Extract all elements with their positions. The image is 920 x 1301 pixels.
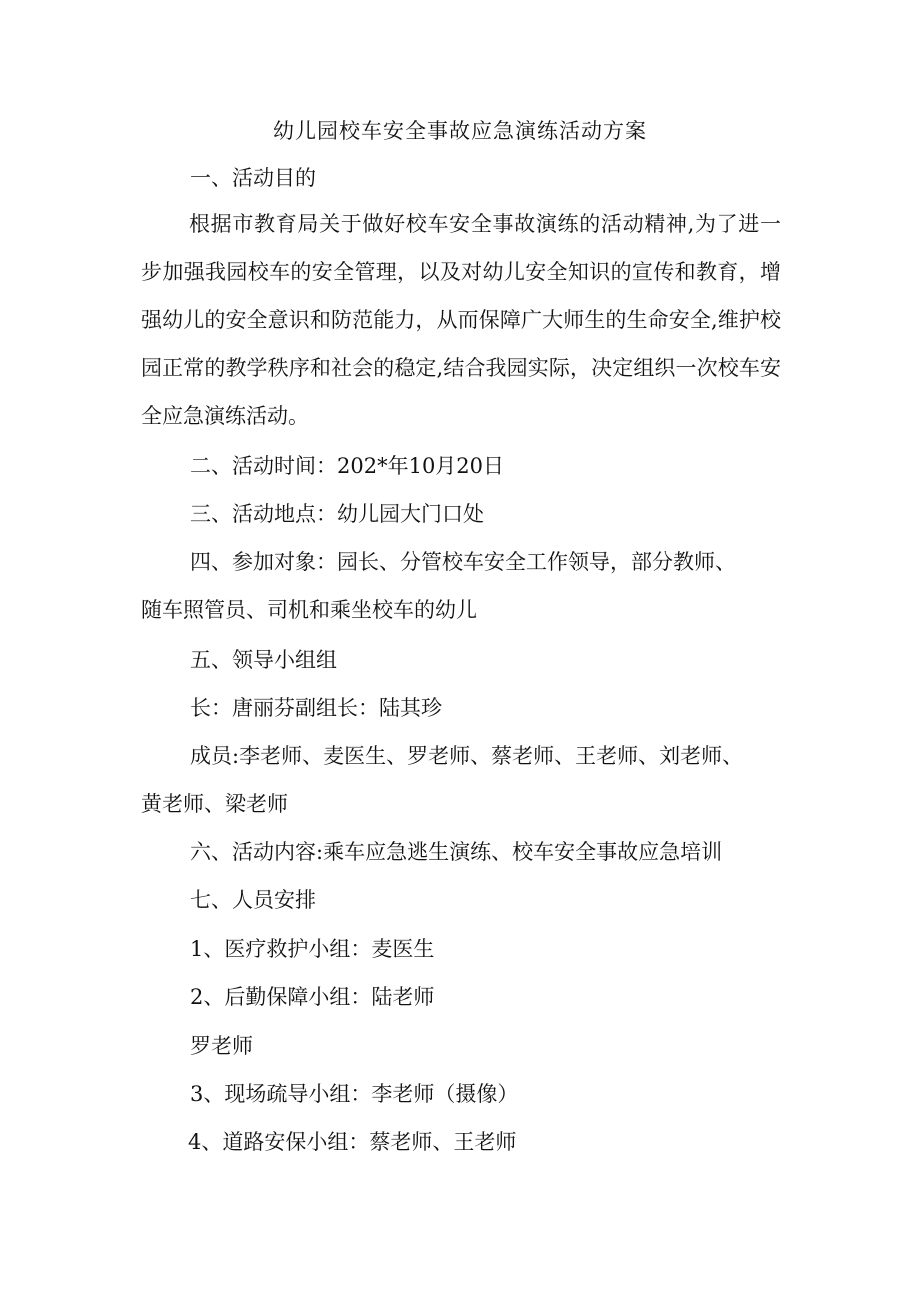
participants-line-2: 随车照管员、司机和乘坐校车的幼儿 [141,598,477,622]
staff-item-road-safety: 4、道路安保小组：蔡老师、王老师 [188,1130,517,1154]
activity-content: 六、活动内容:乘车应急逃生演练、校车安全事故应急培训 [190,840,723,864]
document-title: 幼儿园校车安全事故应急演练活动方案 [273,119,647,143]
section-heading-purpose: 一、活动目的 [190,166,316,190]
staff-item-guidance: 3、现场疏导小组：李老师（摄像） [190,1082,519,1106]
staff-item-logistics-cont: 罗老师 [190,1034,253,1058]
leaders-line: 长：唐丽芬副组长：陆其珍 [190,696,442,720]
section-heading-staffing: 七、人员安排 [190,888,316,912]
activity-place: 三、活动地点：幼儿园大门口处 [190,502,484,526]
staff-item-logistics: 2、后勤保障小组：陆老师 [190,985,435,1009]
members-line-1: 成员:李老师、麦医生、罗老师、蔡老师、王老师、刘老师、 [190,744,744,768]
staff-item-medical: 1、医疗救护小组：麦医生 [190,937,435,961]
participants-line-1: 四、参加对象：园长、分管校车安全工作领导，部分教师、 [190,550,736,574]
section-heading-leadership: 五、领导小组组 [190,648,337,672]
members-line-2: 黄老师、梁老师 [141,792,288,816]
purpose-paragraph: 根据市教育局关于做好校车安全事故演练的活动精神,为了进一步加强我园校车的安全管理，以及对幼儿安全知识的宣传和教育，增强幼儿的安全意识和防范能力，从而保障广大师生的生命安全,维护校园正常的教学秩序和社会的稳定,结合我园实际，决定组织一次校车安全应急演练活动。 [141,212,781,428]
activity-time: 二、活动时间：202*年10月20日 [190,454,505,478]
